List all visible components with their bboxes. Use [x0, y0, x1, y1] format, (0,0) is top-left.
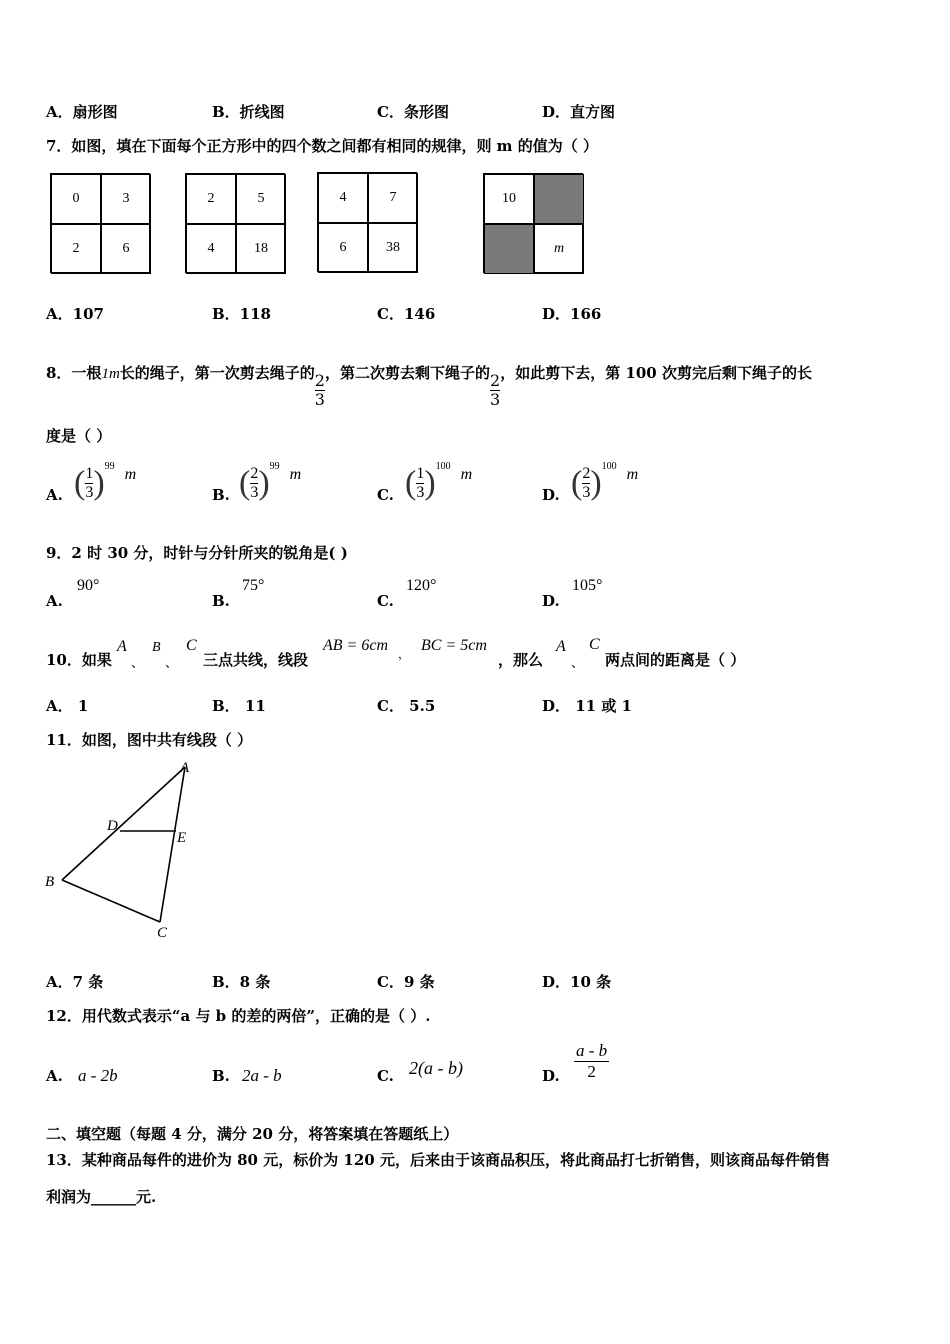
- q12-stem: 12．用代数式表示“a 与 b 的差的两倍”，正确的是（ ）.: [46, 1007, 431, 1025]
- q12-option-b-expr: 2a - b: [242, 1066, 282, 1085]
- unit-m: m: [460, 466, 473, 484]
- q8-option-a-label: A.: [46, 486, 63, 504]
- q8-option-c-label: C.: [377, 486, 394, 504]
- q7-option-c: C．146: [377, 305, 436, 323]
- q12-option-c-expr: 2(a - b): [409, 1058, 463, 1078]
- q6-option-d: D．直方图: [542, 103, 616, 121]
- q10-p4: 两点间的距离是（ ）: [605, 651, 746, 669]
- frac-den: 3: [314, 390, 325, 409]
- right-paren: ): [93, 464, 105, 502]
- q9-option-a-value: 90°: [77, 577, 100, 594]
- q8-fraction-2: [490, 372, 500, 409]
- q8-option-a-expr: [74, 461, 137, 502]
- label-c: C: [157, 925, 168, 941]
- q10-sep: 、: [131, 655, 145, 670]
- q9-option-a-label: A.: [46, 592, 63, 610]
- frac-den: 3: [416, 484, 425, 501]
- q8-part4: ，如此剪下去，第 100 次剪完后剩下绳子的长: [500, 364, 812, 382]
- q11-option-a: A．7 条: [46, 973, 104, 991]
- q9-option-c-value: 120°: [406, 577, 437, 594]
- q8-option-c-expr: [405, 461, 473, 502]
- q7-grid-3: [317, 172, 417, 272]
- q8-fraction-1: [315, 372, 325, 409]
- q8-option-d-label: D.: [542, 486, 560, 504]
- q8-option-b-label: B.: [212, 486, 230, 504]
- left-paren: (: [74, 464, 86, 502]
- segment-ab: [62, 767, 185, 880]
- exponent: 100: [601, 461, 617, 472]
- q6-option-a: A．扇形图: [46, 103, 118, 121]
- left-paren: (: [239, 464, 251, 502]
- grid-cell: 2: [51, 224, 101, 274]
- q10-option-c: C． 5.5: [377, 697, 436, 715]
- q12-option-a-label: A.: [46, 1067, 63, 1085]
- left-paren: (: [571, 464, 583, 502]
- q9-option-b-label: B.: [212, 592, 230, 610]
- q11-stem: 11．如图，图中共有线段（ ）: [46, 731, 253, 749]
- grid-cell: 4: [318, 173, 368, 223]
- q11-option-c: C．9 条: [377, 973, 435, 991]
- right-paren: ): [258, 464, 270, 502]
- q10-option-a: A． 1: [46, 697, 89, 715]
- q8-part1: 8．一根: [46, 364, 102, 382]
- q10-sep: 、: [571, 655, 585, 670]
- frac-num: a - b: [576, 1041, 608, 1060]
- unit-m: m: [124, 466, 137, 484]
- q7-option-b: B．118: [212, 305, 271, 323]
- q9-option-d-value: 105°: [572, 577, 603, 594]
- q8-unit: 1m: [101, 366, 120, 382]
- q12-option-b-label: B.: [212, 1067, 230, 1085]
- frac-num: 2: [250, 465, 259, 482]
- frac-den: 3: [582, 484, 591, 501]
- grid-cell: 0: [51, 174, 101, 224]
- exponent: 99: [269, 461, 280, 472]
- q10-comma: ，: [398, 647, 411, 661]
- q7-grid-4: [483, 173, 583, 273]
- q10-ab: AB = 6cm: [323, 637, 388, 654]
- q13-line1: 13．某种商品每件的进价为 80 元，标价为 120 元，后来由于该商品积压，将此商品打七折销售，则该商品每件销售: [46, 1151, 830, 1169]
- q10-point-a: A: [117, 638, 127, 655]
- label-b: B: [45, 874, 55, 890]
- frac-den: 2: [587, 1062, 596, 1081]
- q13-line2: 利润为______元.: [46, 1188, 157, 1206]
- grid-cell: 18: [236, 224, 286, 274]
- q11-triangle-figure: [40, 755, 210, 945]
- q12-option-d-expr: [574, 1041, 609, 1082]
- frac-num: 2: [314, 371, 325, 390]
- frac-num: 2: [582, 465, 591, 482]
- right-paren: ): [424, 464, 436, 502]
- q10-point-a2: A: [556, 638, 566, 655]
- frac-num: 1: [85, 465, 94, 482]
- section-2-heading: 二、填空题（每题 4 分，满分 20 分，将答案填在答题纸上）: [46, 1125, 459, 1143]
- grid-cell: 7: [368, 173, 418, 223]
- unit-m: m: [626, 466, 639, 484]
- q11-option-d: D．10 条: [542, 973, 612, 991]
- grid-cell: 4: [186, 224, 236, 274]
- q10-p3: ，那么: [498, 651, 544, 669]
- label-e: E: [177, 830, 187, 846]
- q10-sep: 、: [165, 655, 179, 670]
- q8-part2: 长的绳子，第一次剪去绳子的: [119, 364, 315, 382]
- left-paren: (: [405, 464, 417, 502]
- label-d: D: [107, 818, 118, 834]
- q9-stem: 9．2 时 30 分，时针与分针所夹的锐角是( ): [46, 544, 348, 562]
- q9-option-b-value: 75°: [242, 577, 265, 594]
- right-paren: ): [590, 464, 602, 502]
- q8-option-b-expr: [239, 461, 302, 502]
- q12-option-c-label: C.: [377, 1067, 394, 1085]
- q7-grid-1: [50, 173, 150, 273]
- q10-bc: BC = 5cm: [421, 637, 487, 654]
- frac-num: 1: [416, 465, 425, 482]
- q9-option-c-label: C.: [377, 592, 394, 610]
- grid-cell-shaded: [534, 174, 584, 224]
- q10-p1: 10．如果: [46, 651, 112, 669]
- frac-den: 3: [85, 484, 94, 501]
- exponent: 99: [104, 461, 115, 472]
- q7-option-a: A．107: [46, 305, 104, 323]
- grid-cell: 5: [236, 174, 286, 224]
- grid-cell-shaded: [484, 224, 534, 274]
- q8-line2: 度是（ ）: [46, 427, 112, 445]
- grid-cell: 2: [186, 174, 236, 224]
- q7-option-d: D．166: [542, 305, 602, 323]
- grid-cell: m: [534, 224, 584, 274]
- q6-option-b: B．折线图: [212, 103, 285, 121]
- exponent: 100: [435, 461, 451, 472]
- q10-option-b: B． 11: [212, 697, 266, 715]
- q10-point-b: B: [152, 640, 161, 655]
- frac-num: 2: [490, 371, 501, 390]
- q12-option-a-expr: a - 2b: [78, 1066, 118, 1085]
- grid-cell: 38: [368, 223, 418, 273]
- q7-stem: 7．如图，填在下面每个正方形中的四个数之间都有相同的规律，则 m 的值为（ ）: [46, 137, 598, 155]
- q6-option-c: C．条形图: [377, 103, 449, 121]
- grid-cell: 3: [101, 174, 151, 224]
- q7-grid-2: [185, 173, 285, 273]
- fraction: [574, 1041, 609, 1082]
- q10-point-c2: C: [589, 636, 600, 653]
- q9-option-d-label: D.: [542, 592, 560, 610]
- grid-cell: 6: [101, 224, 151, 274]
- q10-p2: 三点共线，线段: [203, 651, 309, 669]
- segment-bc: [62, 880, 160, 922]
- unit-m: m: [289, 466, 302, 484]
- q8-part3: ，第二次剪去剩下绳子的: [324, 364, 490, 382]
- q12-option-d-label: D.: [542, 1067, 560, 1085]
- frac-den: 3: [250, 484, 259, 501]
- grid-cell: 10: [484, 174, 534, 224]
- q11-option-b: B．8 条: [212, 973, 271, 991]
- label-a: A: [180, 760, 190, 776]
- q8-line1: [46, 338, 812, 409]
- q8-option-d-expr: [571, 461, 639, 502]
- grid-cell: 6: [318, 223, 368, 273]
- q10-point-c: C: [186, 637, 197, 654]
- q10-option-d: D． 11 或 1: [542, 697, 632, 715]
- frac-den: 3: [490, 390, 501, 409]
